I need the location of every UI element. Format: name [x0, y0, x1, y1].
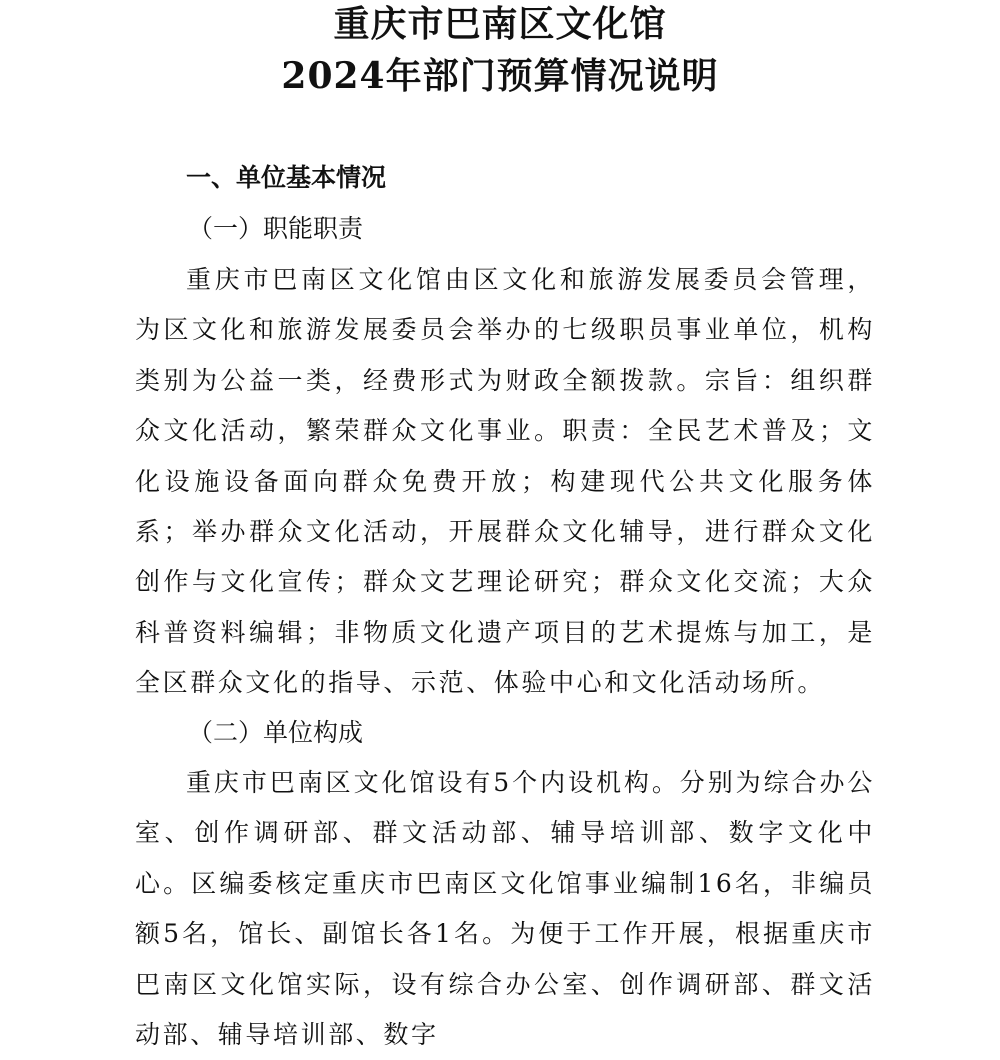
paragraph-functions: 重庆市巴南区文化馆由区文化和旅游发展委员会管理，为区文化和旅游发展委员会举办的七级职员事业单位，机构类别为公益一类，经费形式为财政全额拨款。宗旨：组织群众文化活动，繁荣群众文化事业。职责：全民艺术普及；文化设施设备面向群众免费开放；构建现代公共文化服务体系；举办群众文化活动，开展群众文化辅导，进行群众文化创作与文化宣传；群众文艺理论研究；群众文化交流；大众科普资料编辑；非物质文化遗产项目的艺术提炼与加工，是全区群众文化的指导、示范、体验中心和文化活动场所。: [135, 265, 875, 698]
document-title-line-1: 重庆市巴南区文化馆: [333, 3, 667, 45]
paragraph-composition: 重庆市巴南区文化馆设有5个内设机构。分别为综合办公室、创作调研部、群文活动部、辅导培训部、数字文化中心。区编委核定重庆市巴南区文化馆事业编制16名，非编员额5名，馆长、副馆长各1名。为便于工作开展，根据重庆市巴南区文化馆实际，设有综合办公室、创作调研部、群文活动部、辅导培训部、数字: [135, 768, 875, 1050]
subsection-heading-composition: （二）单位构成: [188, 718, 364, 747]
document-title-line-2: 2024年部门预算情况说明: [281, 55, 719, 97]
section-heading-basic-info: 一、单位基本情况: [186, 163, 387, 192]
subsection-heading-functions: （一）职能职责: [188, 214, 364, 243]
